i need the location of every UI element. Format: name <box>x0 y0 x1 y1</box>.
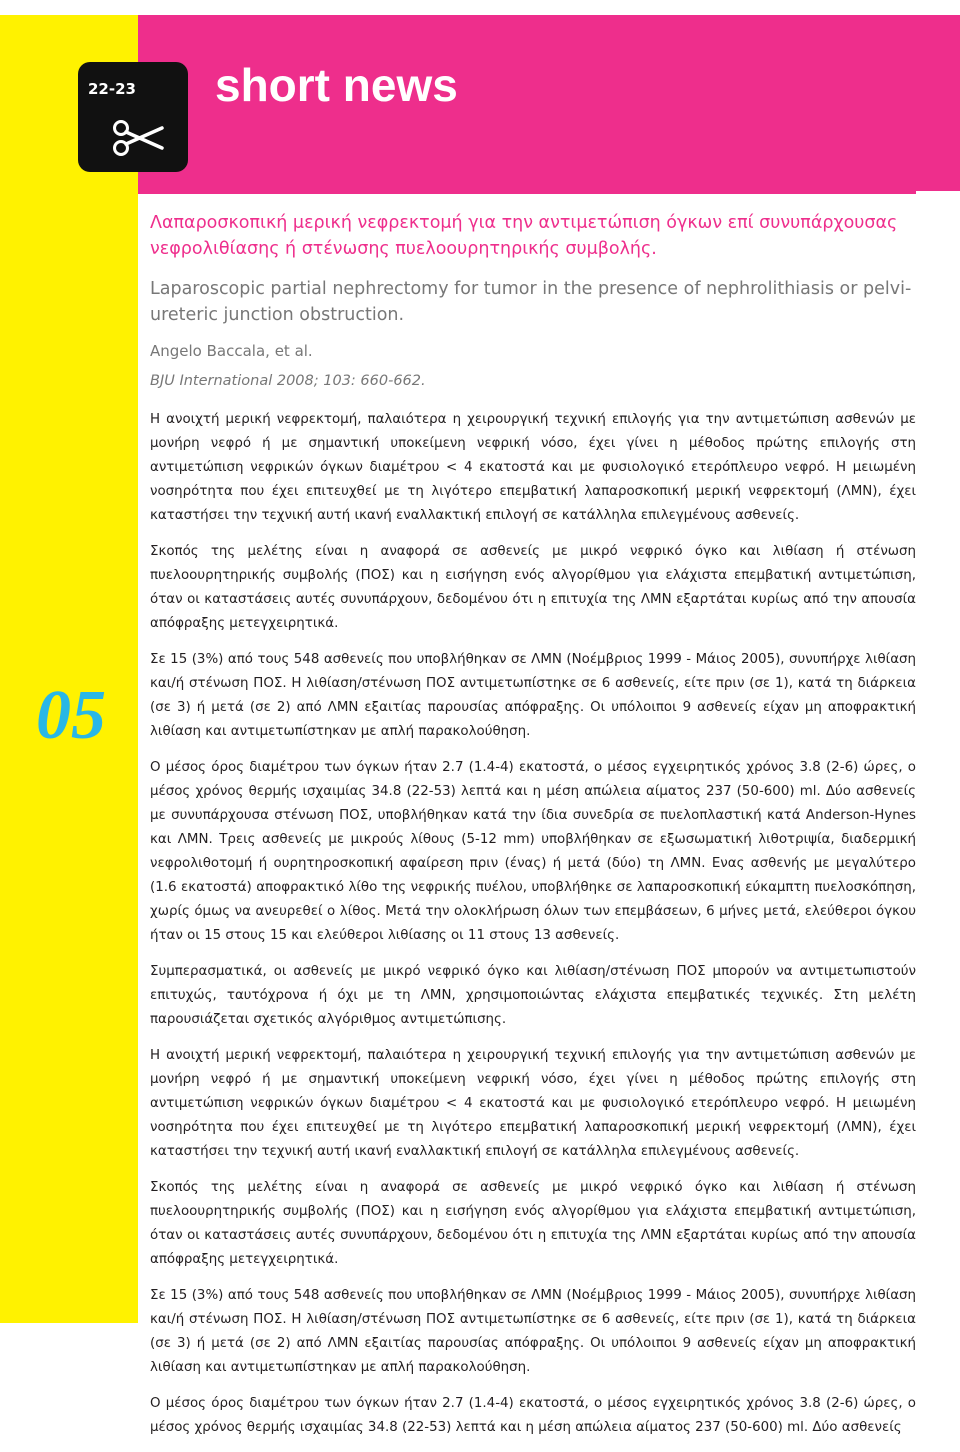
body-paragraph: Συμπερασματικά, οι ασθενείς με μικρό νεφρικό όγκο και λιθίαση/στένωση ΠΟΣ μπορούν να αντιμετωπιστούν επιτυχώς, ταυτόχρονα ή όχι με τη ΛΜΝ, χρησιμοποιώντας ελάχιστα επεμβατικές τεχνικές. Στη μελέτη παρουσιάζεται σχετικός αλγόριθμος αντιμετώπισης. <box>150 964 916 1027</box>
scissors-icon <box>112 120 164 156</box>
article-title-english: Laparoscopic partial nephrectomy for tumor in the presence of nephrolithiasis or pelvi-ureteric junction obstruction. <box>150 279 912 325</box>
body-paragraph: Η ανοιχτή μερική νεφρεκτομή, παλαιότερα η χειρουργική τεχνική επιλογής για την αντιμετώπιση ασθενών με μονήρη νεφρό ή με σημαντική υποκείμενη νεφρική νόσο, έχει γίνει η μέθοδος πρώτης επιλογής στη αντιμετώπιση νεφρικών όγκων διαμέτρου < 4 εκατοστά και με φυσιολογικό ετερόπλευρο νεφρό. Η μειωμένη νοσηρότητα που έχει επιτευχθεί με τη λιγότερο επεμβατική λαπαροσκοπική μερική νεφρεκτομή (ΛΜΝ), έχει καταστήσει την τεχνική αυτή ικανή εναλλακτική επιλογή σε κατάλληλα επιλεγμένους ασθενείς. <box>150 1048 916 1159</box>
body-paragraph: Σε 15 (3%) από τους 548 ασθενείς που υποβλήθηκαν σε ΛΜΝ (Νοέμβριος 1999 - Μάιος 2005), συνυπήρχε λιθίαση και/ή στένωση ΠΟΣ. Η λιθίαση/στένωση ΠΟΣ αντιμετωπίστηκε σε 6 ασθενείς, είτε πριν (σε 1), κατά τη διάρκεια (σε 3) ή μετά (σε 2) από ΛΜΝ εξαιτίας παρουσίας απόφραξης. Οι υπόλοιποι 9 ασθενείς είχαν μη αποφρακτική λιθίαση και αντιμετωπίστηκαν με απλή παρακολούθηση. <box>150 1288 916 1375</box>
article <box>150 210 916 1452</box>
article-title-greek: Λαπαροσκοπική μερική νεφρεκτομή για την αντιμετώπιση όγκων επί συνυπάρχουσας νεφρολιθίασης ή στένωσης πυελοουρητηρικής συμβολής. <box>150 213 898 259</box>
yellow-sidebar <box>0 15 138 1323</box>
header-divider <box>138 191 916 194</box>
body-paragraph: Σκοπός της μελέτης είναι η αναφορά σε ασθενείς με μικρό νεφρικό όγκο και λιθίαση ή στένωση πυελοουρητηρικής συμβολής (ΠΟΣ) και η εισήγηση ενός αλγορίθμου για ελάχιστα επεμβατική αντιμετώπιση, όταν οι καταστάσεις αυτές συνυπάρχουν, δεδομένου ότι η επιτυχία της ΛΜΝ εξαρτάται κυρίως από την απουσία απόφραξης μετεγχειρητικά. <box>150 544 916 631</box>
body-paragraph: Ο μέσος όρος διαμέτρου των όγκων ήταν 2.7 (1.4-4) εκατοστά, ο μέσος εγχειρητικός χρόνος 3.8 (2-6) ώρες, ο μέσος χρόνος θερμής ισχαιμίας 34.8 (22-53) λεπτά και η μέση απώλεια αίματος 237 (50-600) ml. Δύο ασθενείς <box>150 1396 916 1435</box>
article-authors: Angelo Baccala, et al. <box>150 342 313 360</box>
page-title: short news <box>215 59 458 111</box>
body-paragraph: Σκοπός της μελέτης είναι η αναφορά σε ασθενείς με μικρό νεφρικό όγκο και λιθίαση ή στένωση πυελοουρητηρικής συμβολής (ΠΟΣ) και η εισήγηση ενός αλγορίθμου για ελάχιστα επεμβατική αντιμετώπιση, όταν οι καταστάσεις αυτές συνυπάρχουν, δεδομένου ότι η επιτυχία της ΛΜΝ εξαρτάται κυρίως από την απουσία απόφραξης μετεγχειρητικά. <box>150 1180 916 1267</box>
article-citation: BJU International 2008; 103: 660-662. <box>150 373 426 389</box>
body-paragraph: Η ανοιχτή μερική νεφρεκτομή, παλαιότερα η χειρουργική τεχνική επιλογής για την αντιμετώπιση ασθενών με μονήρη νεφρό ή με σημαντική υποκείμενη νεφρική νόσο, έχει γίνει η μέθοδος πρώτης επιλογής στη αντιμετώπιση νεφρικών όγκων διαμέτρου < 4 εκατοστά και με φυσιολογικό ετερόπλευρο νεφρό. Η μειωμένη νοσηρότητα που έχει επιτευχθεί με τη λιγότερο επεμβατική λαπαροσκοπική μερική νεφρεκτομή (ΛΜΝ), έχει καταστήσει την τεχνική αυτή ικανή εναλλακτική επιλογή σε κατάλληλα επιλεγμένους ασθενείς. <box>150 412 916 523</box>
body-paragraph: Σε 15 (3%) από τους 548 ασθενείς που υποβλήθηκαν σε ΛΜΝ (Νοέμβριος 1999 - Μάιος 2005), συνυπήρχε λιθίαση και/ή στένωση ΠΟΣ. Η λιθίαση/στένωση ΠΟΣ αντιμετωπίστηκε σε 6 ασθενείς, είτε πριν (σε 1), κατά τη διάρκεια (σε 3) ή μετά (σε 2) από ΛΜΝ εξαιτίας παρουσίας απόφραξης. Οι υπόλοιποι 9 ασθενείς είχαν μη αποφρακτική λιθίαση και αντιμετωπίστηκαν με απλή παρακολούθηση. <box>150 652 916 739</box>
body-paragraph: Ο μέσος όρος διαμέτρου των όγκων ήταν 2.7 (1.4-4) εκατοστά, ο μέσος εγχειρητικός χρόνος 3.8 (2-6) ώρες, ο μέσος χρόνος θερμής ισχαιμίας 34.8 (22-53) λεπτά και η μέση απώλεια αίματος 237 (50-600) ml. Δύο ασθενείς με συνυπάρχουσα στένωση ΠΟΣ, υποβλήθηκαν κατά την ίδια συνεδρία σε πυελοπλαστική κατά Anderson-Hynes και ΛΜΝ. Τρεις ασθενείς με μικρούς λίθους (5-12 mm) υποβλήθηκαν σε εξωσωματική λιθοτριψία, διαδερμική νεφρολιθοτομή ή ουρητηροσκοπική αφαίρεση πριν (ένας) ή μετά (δύο) τη ΛΜΝ. Ενας ασθενής με μεγαλύτερο (1.6 εκατοστά) αποφρακτικό λίθο της νεφρικής πυέλου, υποβλήθηκε σε λαπαροσκοπική εύκαμπτη πυελοσκόπηση, χωρίς όμως να ανευρεθεί ο λίθος. Μετά την ολοκλήρωση όλων των επεμβάσεων, 6 μήνες μετά, ελεύθεροι όγκου ήταν οι 15 στους 15 και ελεύθεροι λιθίασης οι 11 στους 13 ασθενείς. <box>150 760 916 943</box>
page-badge <box>78 62 188 172</box>
page-range: 22-23 <box>88 80 136 98</box>
section-number: 05 <box>36 677 106 754</box>
